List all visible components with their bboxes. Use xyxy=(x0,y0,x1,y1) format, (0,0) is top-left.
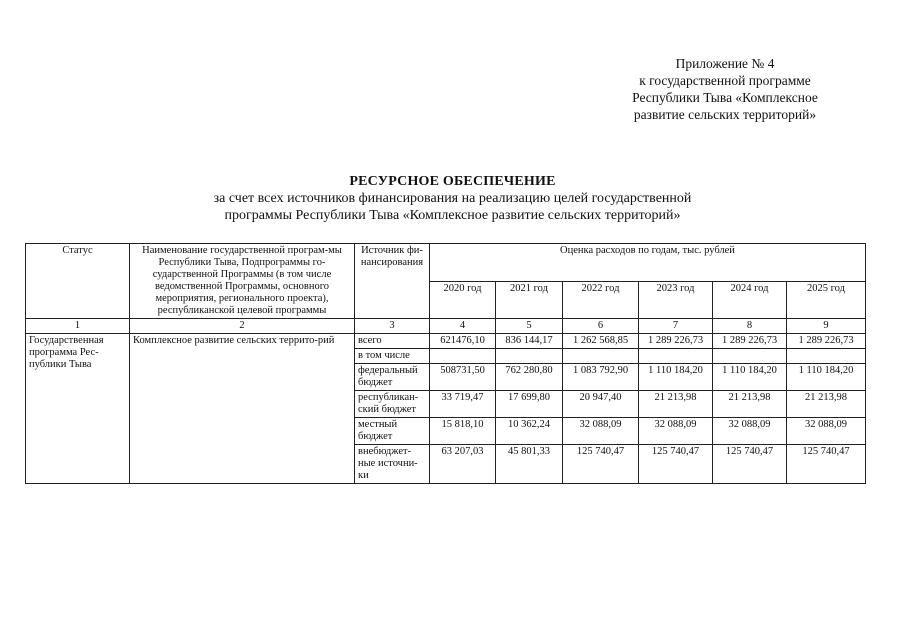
value-cell: 1 110 184,20 xyxy=(713,364,787,391)
source-cell: всего xyxy=(355,334,430,349)
column-number: 4 xyxy=(430,319,496,334)
source-cell: местный бюджет xyxy=(355,418,430,445)
program-name-cell: Комплексное развитие сельских террито-рий xyxy=(130,334,355,484)
value-cell: 21 213,98 xyxy=(713,391,787,418)
column-number: 1 xyxy=(26,319,130,334)
value-cell: 1 289 226,73 xyxy=(787,334,866,349)
document-heading xyxy=(120,173,785,224)
value-cell xyxy=(430,349,496,364)
value-cell: 33 719,47 xyxy=(430,391,496,418)
header-expense-estimate: Оценка расходов по годам, тыс. рублей xyxy=(430,244,866,282)
value-cell: 1 083 792,90 xyxy=(563,364,639,391)
value-cell: 125 740,47 xyxy=(563,445,639,484)
header-row-1 xyxy=(26,244,866,282)
table-row-total xyxy=(26,334,866,349)
value-cell: 836 144,17 xyxy=(496,334,563,349)
status-cell: Государственная программа Рес-публики Тыва xyxy=(26,334,130,484)
value-cell: 508731,50 xyxy=(430,364,496,391)
column-number: 3 xyxy=(355,319,430,334)
value-cell: 10 362,24 xyxy=(496,418,563,445)
value-cell: 125 740,47 xyxy=(787,445,866,484)
appendix-line-4: развитие сельских территорий» xyxy=(633,107,817,122)
financing-table xyxy=(25,243,866,484)
value-cell: 1 289 226,73 xyxy=(639,334,713,349)
value-cell: 21 213,98 xyxy=(787,391,866,418)
appendix-note xyxy=(560,55,890,123)
value-cell: 63 207,03 xyxy=(430,445,496,484)
value-cell: 17 699,80 xyxy=(496,391,563,418)
value-cell: 1 289 226,73 xyxy=(713,334,787,349)
source-cell: федеральный бюджет xyxy=(355,364,430,391)
column-number-row xyxy=(26,319,866,334)
value-cell: 32 088,09 xyxy=(563,418,639,445)
source-cell: внебюджет-ные источни-ки xyxy=(355,445,430,484)
value-cell xyxy=(496,349,563,364)
source-cell: в том числе xyxy=(355,349,430,364)
value-cell: 621476,10 xyxy=(430,334,496,349)
value-cell xyxy=(563,349,639,364)
document-title: РЕСУРСНОЕ ОБЕСПЕЧЕНИЕ xyxy=(349,174,556,189)
header-status: Статус xyxy=(26,244,130,319)
header-year: 2020 год xyxy=(430,281,496,319)
appendix-line-2: к государственной программе xyxy=(639,73,811,88)
header-year: 2024 год xyxy=(713,281,787,319)
value-cell: 762 280,80 xyxy=(496,364,563,391)
value-cell: 32 088,09 xyxy=(787,418,866,445)
document-subtitle-line-1: за счет всех источников финансирования на реализацию целей государственной xyxy=(213,191,692,206)
value-cell: 1 110 184,20 xyxy=(639,364,713,391)
value-cell: 21 213,98 xyxy=(639,391,713,418)
header-year: 2023 год xyxy=(639,281,713,319)
appendix-line-1: Приложение № 4 xyxy=(675,56,775,71)
value-cell xyxy=(639,349,713,364)
column-number: 2 xyxy=(130,319,355,334)
value-cell: 1 110 184,20 xyxy=(787,364,866,391)
document-subtitle-line-2: программы Республики Тыва «Комплексное развитие сельских территорий» xyxy=(224,208,681,223)
value-cell: 32 088,09 xyxy=(639,418,713,445)
value-cell xyxy=(787,349,866,364)
column-number: 5 xyxy=(496,319,563,334)
value-cell xyxy=(713,349,787,364)
header-funding-source: Источник фи-нансирования xyxy=(355,244,430,319)
column-number: 8 xyxy=(713,319,787,334)
value-cell: 45 801,33 xyxy=(496,445,563,484)
column-number: 7 xyxy=(639,319,713,334)
value-cell: 125 740,47 xyxy=(639,445,713,484)
column-number: 6 xyxy=(563,319,639,334)
source-cell: республикан-ский бюджет xyxy=(355,391,430,418)
column-number: 9 xyxy=(787,319,866,334)
header-year: 2021 год xyxy=(496,281,563,319)
appendix-line-3: Республики Тыва «Комплексное xyxy=(632,90,818,105)
header-year: 2022 год xyxy=(563,281,639,319)
value-cell: 125 740,47 xyxy=(713,445,787,484)
value-cell: 32 088,09 xyxy=(713,418,787,445)
header-program-name: Наименование государственной програм-мы Республики Тыва, Подпрограммы го-сударственной Программы (в том числе ведомственной Программы, основного мероприятия, регионального проекта), республиканской целевой программы xyxy=(130,244,355,319)
value-cell: 20 947,40 xyxy=(563,391,639,418)
value-cell: 1 262 568,85 xyxy=(563,334,639,349)
header-year: 2025 год xyxy=(787,281,866,319)
value-cell: 15 818,10 xyxy=(430,418,496,445)
